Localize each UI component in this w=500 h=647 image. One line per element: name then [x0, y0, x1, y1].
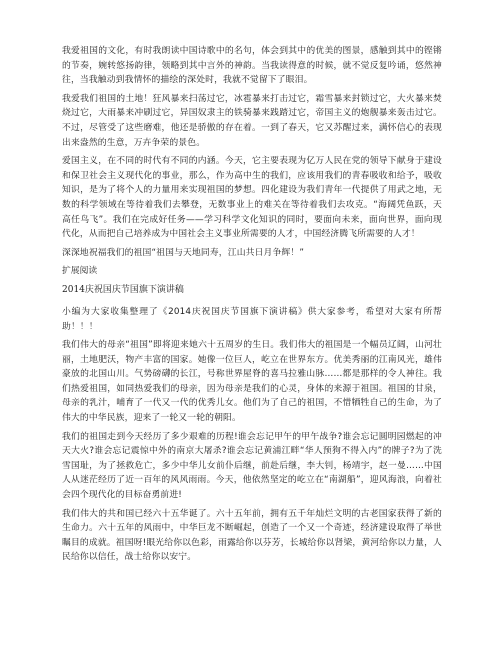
paragraph-history: 我们的祖国走到今天经历了多少艰难的历程!谁会忘记甲午的甲午战争?谁会忘记圆明园燃起的冲天大火?谁会忘记震惊中外的南京大屠杀?谁会忘记黄浦江畔“华人预狗不得入内”的牌子?为了洗雪国耻，为了拯救危亡，多少中华儿女前仆后继，前赴后继，李大钊，杨靖宇，赵一曼……中国人从迷茫经历了近一百年的风风雨雨。今天，他依然坚定的屹立在“南湖船”，迎风海浪，向着社会四个现代化的目标奋勇前进!	[62, 431, 442, 501]
speech-title: 2014庆祝国庆节国旗下演讲稿	[62, 284, 184, 295]
paragraph-culture: 我爱祖国的文化，有时我朗读中国诗歌中的名句，体会到其中的优美的图景，感触到其中的铿锵的节奏，婉转悠扬韵律，领略到其中言外的神韵。当我读得意的时候，就不觉反复吟诵，悠然神往，当我触动到我情怀的描绘的深处时，我就不觉留下了眼泪。	[62, 46, 442, 86]
paragraph-blessing: 深深地祝福我们的祖国“祖国与天地同寿，江山共日月争辉！”	[62, 247, 305, 258]
paragraph-republic: 我们伟大的共和国已经六十五华诞了。六十五年前，拥有五千年灿烂文明的古老国家获得了新的生命力。六十五年的风雨中，中华巨龙不断崛起，创造了一个又一个奇迹，经济建设取得了举世瞩目的成就。祖国呀!眼光给你以色彩，雨露给你以芬芳，长城给你以肾梁，黄河给你以力量，人民给你以信任，战士给你以安宁。	[62, 508, 442, 563]
extended-reading-heading: 扩展阅读	[62, 266, 98, 277]
paragraph-patriotism: 爱国主义，在不同的时代有不同的内涵。今天，它主要表现为亿万人民在党的领导下献身于建设和保卫社会主义现代化的事业，那么，作为高中生的我们，应该用我们的青春吸收和给予，吸收知识，是为了将个人的力量用来实现祖国的梦想。四化建设为我们青年一代提供了用武之地，无数的科学领域在等待着我们去攀登，无数事业上的难关在等待着我们去攻克。“海阔凭鱼跃，天高任鸟飞”。我们在完成好任务——学习科学文化知识的同时，要面向未来，面向世界，面向现代化，从而把自己培养成为中国社会主义事业所需要的人才，中国经济腾飞所需要的人才！	[62, 156, 442, 240]
document-page	[62, 44, 442, 569]
paragraph-editor-note: 小编为大家收集整理了《2014庆祝国庆节国旗下演讲稿》供大家参考，希望对大家有所帮助！！！	[62, 306, 442, 332]
paragraph-motherland: 我们伟大的母亲“祖国”即将迎来她六十五周岁的生日。我们伟大的祖国是一个幅员辽阔，山河壮丽，土地肥沃，物产丰富的国家。她像一位巨人，屹立在世界东方。优美秀丽的江南风光，雄伟豪放的北国山川。气势磅礴的长江，号称世界屋脊的喜马拉雅山脉……都是那样的令人神往。我们热爱祖国，如同热爱我们的母亲，因为母亲是我们的心灵，身体的来源于祖国。祖国的甘泉，母亲的乳汁，哺育了一代又一代的优秀儿女。他们为了自己的祖国，不惜牺牲自己的生命，为了伟大的中华民族，迎来了一轮又一轮的朝阳。	[62, 340, 442, 424]
paragraph-land: 我爱我们祖国的土地！狂风暴来扫荡过它，冰雹暴来打击过它，霜雪暴来封锁过它，大火暴来焚烧过它，大雨暴来冲刷过它，异国奴隶主的铁骑暴来践踏过它，帝国主义的炮舰暴来轰击过它。不过，尽管受了这些磨难，他还是骄傲的存在着。一到了春天，它又苏醒过来，满怀信心的表现出来盎然的生意，万卉争荣的景色。	[62, 93, 442, 148]
